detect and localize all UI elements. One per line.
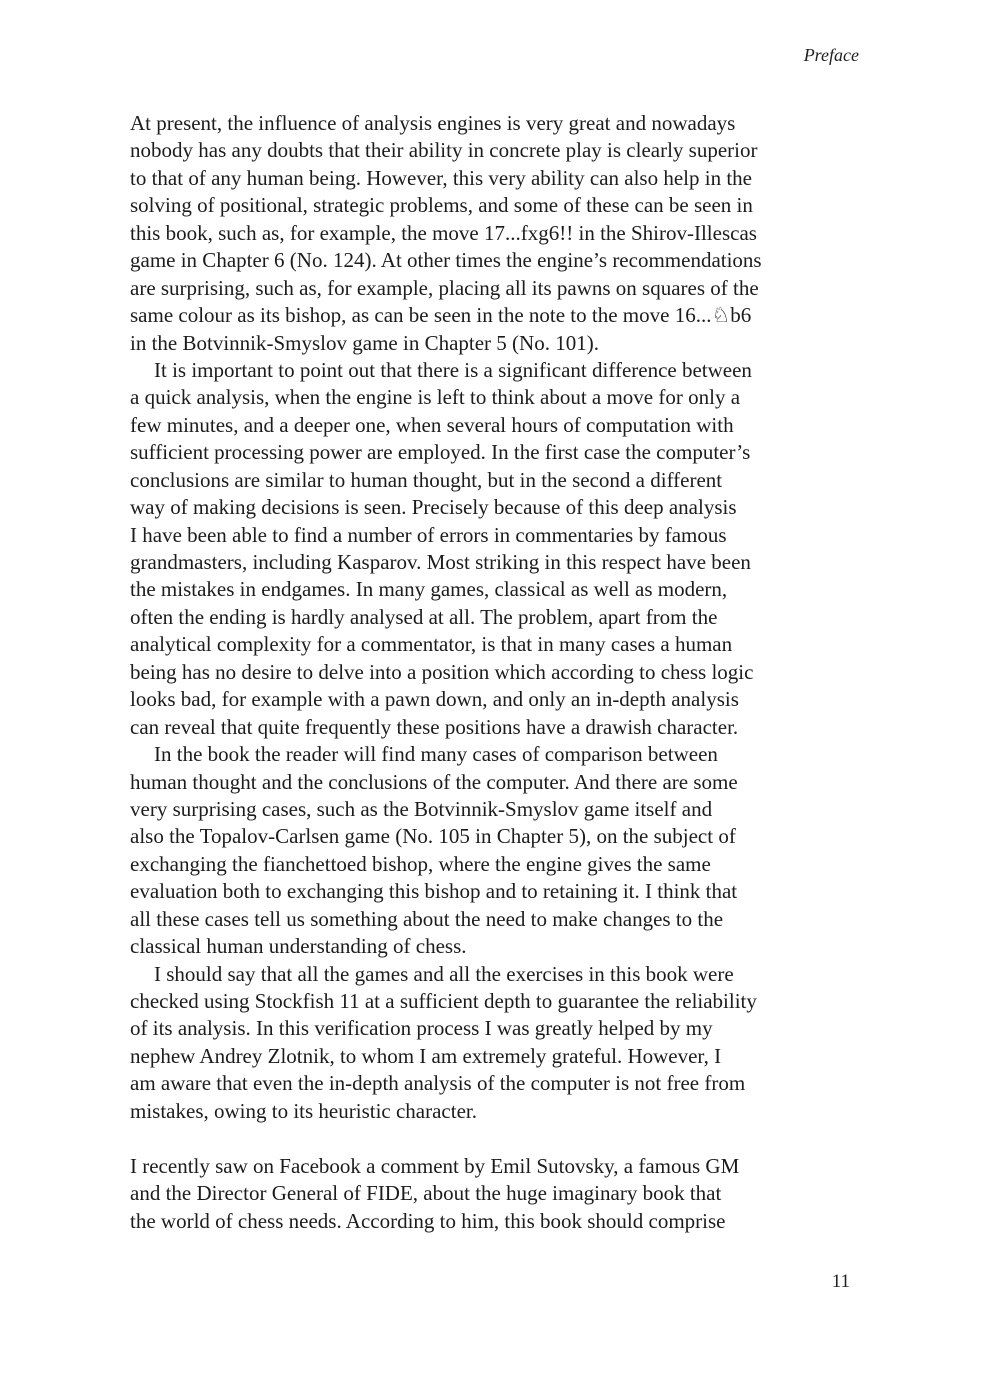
text-line: I should say that all the games and all the exercises in this book were bbox=[154, 961, 734, 986]
paragraph bbox=[130, 110, 870, 357]
text-line: human thought and the conclusions of the computer. And there are some bbox=[130, 769, 738, 794]
text-line: In the book the reader will find many cases of comparison between bbox=[154, 742, 718, 767]
text-line: few minutes, and a deeper one, when several hours of computation with bbox=[130, 412, 734, 437]
text-line: and the Director General of FIDE, about the huge imaginary book that bbox=[130, 1181, 722, 1206]
text-line: am aware that even the in-depth analysis of the computer is not free from bbox=[130, 1071, 746, 1096]
text-line: conclusions are similar to human thought, but in the second a different bbox=[130, 467, 723, 492]
paragraph bbox=[130, 1153, 870, 1235]
text-line: the world of chess needs. According to him, this book should comprise bbox=[130, 1208, 726, 1233]
text-line: game in Chapter 6 (No. 124). At other times the engine’s recommendations bbox=[130, 248, 762, 273]
text-line: classical human understanding of chess. bbox=[130, 934, 467, 959]
text-line: looks bad, for example with a pawn down, and only an in-depth analysis bbox=[130, 687, 739, 712]
text-line: I recently saw on Facebook a comment by Emil Sutovsky, a famous GM bbox=[130, 1153, 740, 1178]
text-line: evaluation both to exchanging this bishop and to retaining it. I think that bbox=[130, 879, 738, 904]
text-line: It is important to point out that there is a significant difference between bbox=[154, 357, 752, 382]
text-line: way of making decisions is seen. Precisely because of this deep analysis bbox=[130, 495, 737, 520]
text-line: can reveal that quite frequently these positions have a drawish character. bbox=[130, 714, 739, 739]
paragraph bbox=[130, 357, 870, 741]
text-line: I have been able to find a number of errors in commentaries by famous bbox=[130, 522, 727, 547]
running-head: Preface bbox=[803, 45, 859, 65]
page-number: 11 bbox=[831, 1271, 850, 1292]
text-line: mistakes, owing to its heuristic character. bbox=[130, 1098, 477, 1123]
body-text bbox=[130, 110, 870, 1235]
text-line: the mistakes in endgames. In many games, classical as well as modern, bbox=[130, 577, 728, 602]
text-line: nobody has any doubts that their ability in concrete play is clearly superior bbox=[130, 138, 758, 163]
text-line: being has no desire to delve into a position which according to chess logic bbox=[130, 659, 754, 684]
text-line: solving of positional, strategic problems, and some of these can be seen in bbox=[130, 193, 753, 218]
text-line: very surprising cases, such as the Botvinnik-Smyslov game itself and bbox=[130, 796, 713, 821]
text-line: sufficient processing power are employed. In the first case the computer’s bbox=[130, 440, 751, 465]
text-line: to that of any human being. However, this very ability can also help in the bbox=[130, 165, 753, 190]
text-line: At present, the influence of analysis engines is very great and nowadays bbox=[130, 111, 736, 135]
text-line: grandmasters, including Kasparov. Most striking in this respect have been bbox=[130, 550, 751, 574]
text-line: all these cases tell us something about the need to make changes to the bbox=[130, 906, 724, 931]
text-line: nephew Andrey Zlotnik, to whom I am extremely grateful. However, I bbox=[130, 1043, 722, 1068]
text-line: exchanging the fianchettoed bishop, where the engine gives the same bbox=[130, 851, 711, 876]
text-line: analytical complexity for a commentator, is that in many cases a human bbox=[130, 632, 733, 657]
paragraph bbox=[130, 741, 870, 961]
text-line: often the ending is hardly analysed at all. The problem, apart from the bbox=[130, 604, 718, 629]
text-line: in the Botvinnik-Smyslov game in Chapter 5 (No. 101). bbox=[130, 330, 599, 355]
text-line: of its analysis. In this verification process I was greatly helped by my bbox=[130, 1016, 713, 1041]
section-break bbox=[130, 1125, 870, 1152]
text-line: same colour as its bishop, as can be seen in the note to the move 16...♘b6 bbox=[130, 303, 752, 328]
text-line: this book, such as, for example, the move 17...fxg6!! in the Shirov-Illescas bbox=[130, 220, 757, 245]
text-line: checked using Stockfish 11 at a sufficient depth to guarantee the reliability bbox=[130, 989, 757, 1013]
text-line: a quick analysis, when the engine is left to think about a move for only a bbox=[130, 385, 741, 410]
paragraph bbox=[130, 961, 870, 1126]
text-line: are surprising, such as, for example, placing all its pawns on squares of the bbox=[130, 275, 759, 300]
text-line: also the Topalov-Carlsen game (No. 105 in Chapter 5), on the subject of bbox=[130, 824, 736, 849]
